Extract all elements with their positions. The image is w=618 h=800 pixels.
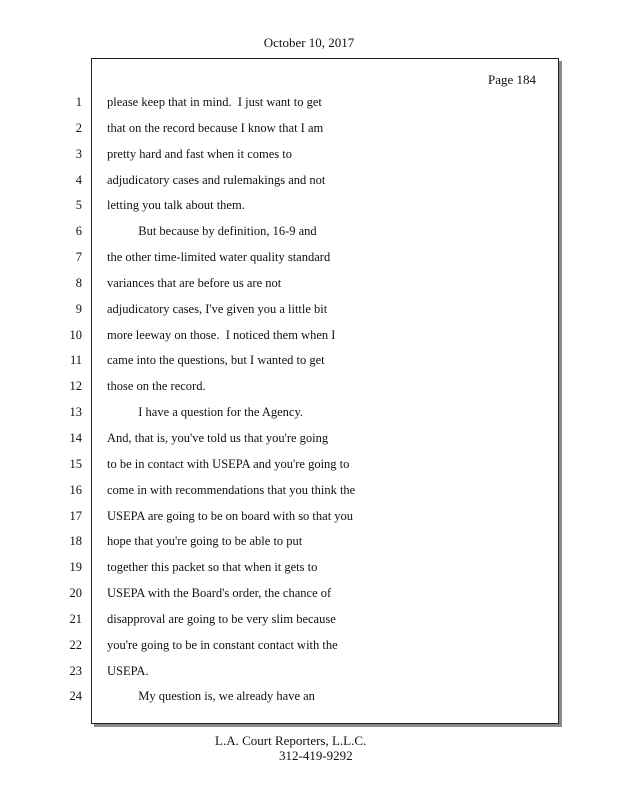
transcript-line: that on the record because I know that I am	[107, 120, 324, 135]
line-number: 10	[69, 327, 82, 342]
reporter-phone: 312-419-9292	[279, 748, 353, 763]
transcript-date: October 10, 2017	[263, 35, 355, 50]
line-number: 13	[69, 405, 82, 420]
line-number: 19	[69, 560, 82, 575]
line-number: 9	[75, 301, 82, 316]
line-number: 1	[75, 95, 82, 109]
line-number: 6	[75, 224, 82, 239]
transcript-line: And, that is, you've told us that you're going	[107, 430, 329, 445]
transcript-line: But because by definition, 16-9 and	[107, 224, 317, 239]
transcript-line: USEPA with the Board's order, the chance of	[107, 586, 332, 601]
transcript-line: more leeway on those. I noticed them when I	[107, 327, 336, 342]
line-number: 15	[69, 456, 82, 471]
line-number: 23	[69, 663, 82, 678]
transcript-line: you're going to be in constant contact with the	[107, 637, 338, 652]
transcript-line: together this packet so that when it gets to	[107, 560, 318, 575]
transcript-line: disapproval are going to be very slim because	[107, 611, 336, 626]
line-number: 5	[75, 198, 82, 213]
line-number: 20	[69, 586, 82, 601]
line-number: 14	[69, 430, 82, 445]
line-number: 18	[69, 534, 82, 549]
line-number: 7	[75, 250, 82, 265]
transcript-line: to be in contact with USEPA and you're going to	[107, 456, 350, 471]
line-number: 21	[69, 611, 82, 626]
transcript-line: I have a question for the Agency.	[107, 405, 304, 420]
line-number: 17	[69, 508, 82, 523]
line-number: 12	[69, 379, 82, 394]
line-number: 3	[75, 146, 82, 161]
transcript-line: USEPA are going to be on board with so that you	[107, 508, 354, 523]
transcript-line: USEPA.	[107, 663, 149, 678]
line-number: 22	[69, 637, 82, 652]
line-number: 4	[75, 172, 82, 187]
transcript-line: those on the record.	[107, 379, 206, 394]
transcript-line: hope that you're going to be able to put	[107, 534, 303, 549]
line-number: 2	[75, 120, 82, 135]
transcript-line: please keep that in mind. I just want to get	[107, 95, 322, 109]
line-number: 11	[69, 353, 82, 368]
transcript-line: My question is, we already have an	[107, 689, 315, 704]
line-number: 16	[69, 482, 82, 497]
line-number: 24	[69, 689, 82, 704]
transcript-line: pretty hard and fast when it comes to	[107, 146, 293, 161]
transcript-line: adjudicatory cases, I've given you a little bit	[107, 301, 328, 316]
transcript-line: variances that are before us are not	[107, 275, 282, 290]
transcript-line: letting you talk about them.	[107, 198, 245, 213]
transcript-text	[107, 95, 547, 715]
transcript-line: come in with recommendations that you think the	[107, 482, 356, 497]
line-number: 8	[75, 275, 82, 290]
page-number: Page 184	[487, 72, 536, 87]
transcript-line: adjudicatory cases and rulemakings and not	[107, 172, 326, 187]
transcript-line: came into the questions, but I wanted to get	[107, 353, 325, 368]
transcript-line: the other time-limited water quality standard	[107, 250, 331, 265]
reporter-company: L.A. Court Reporters, L.L.C.	[215, 733, 367, 748]
line-number-column	[40, 95, 82, 715]
